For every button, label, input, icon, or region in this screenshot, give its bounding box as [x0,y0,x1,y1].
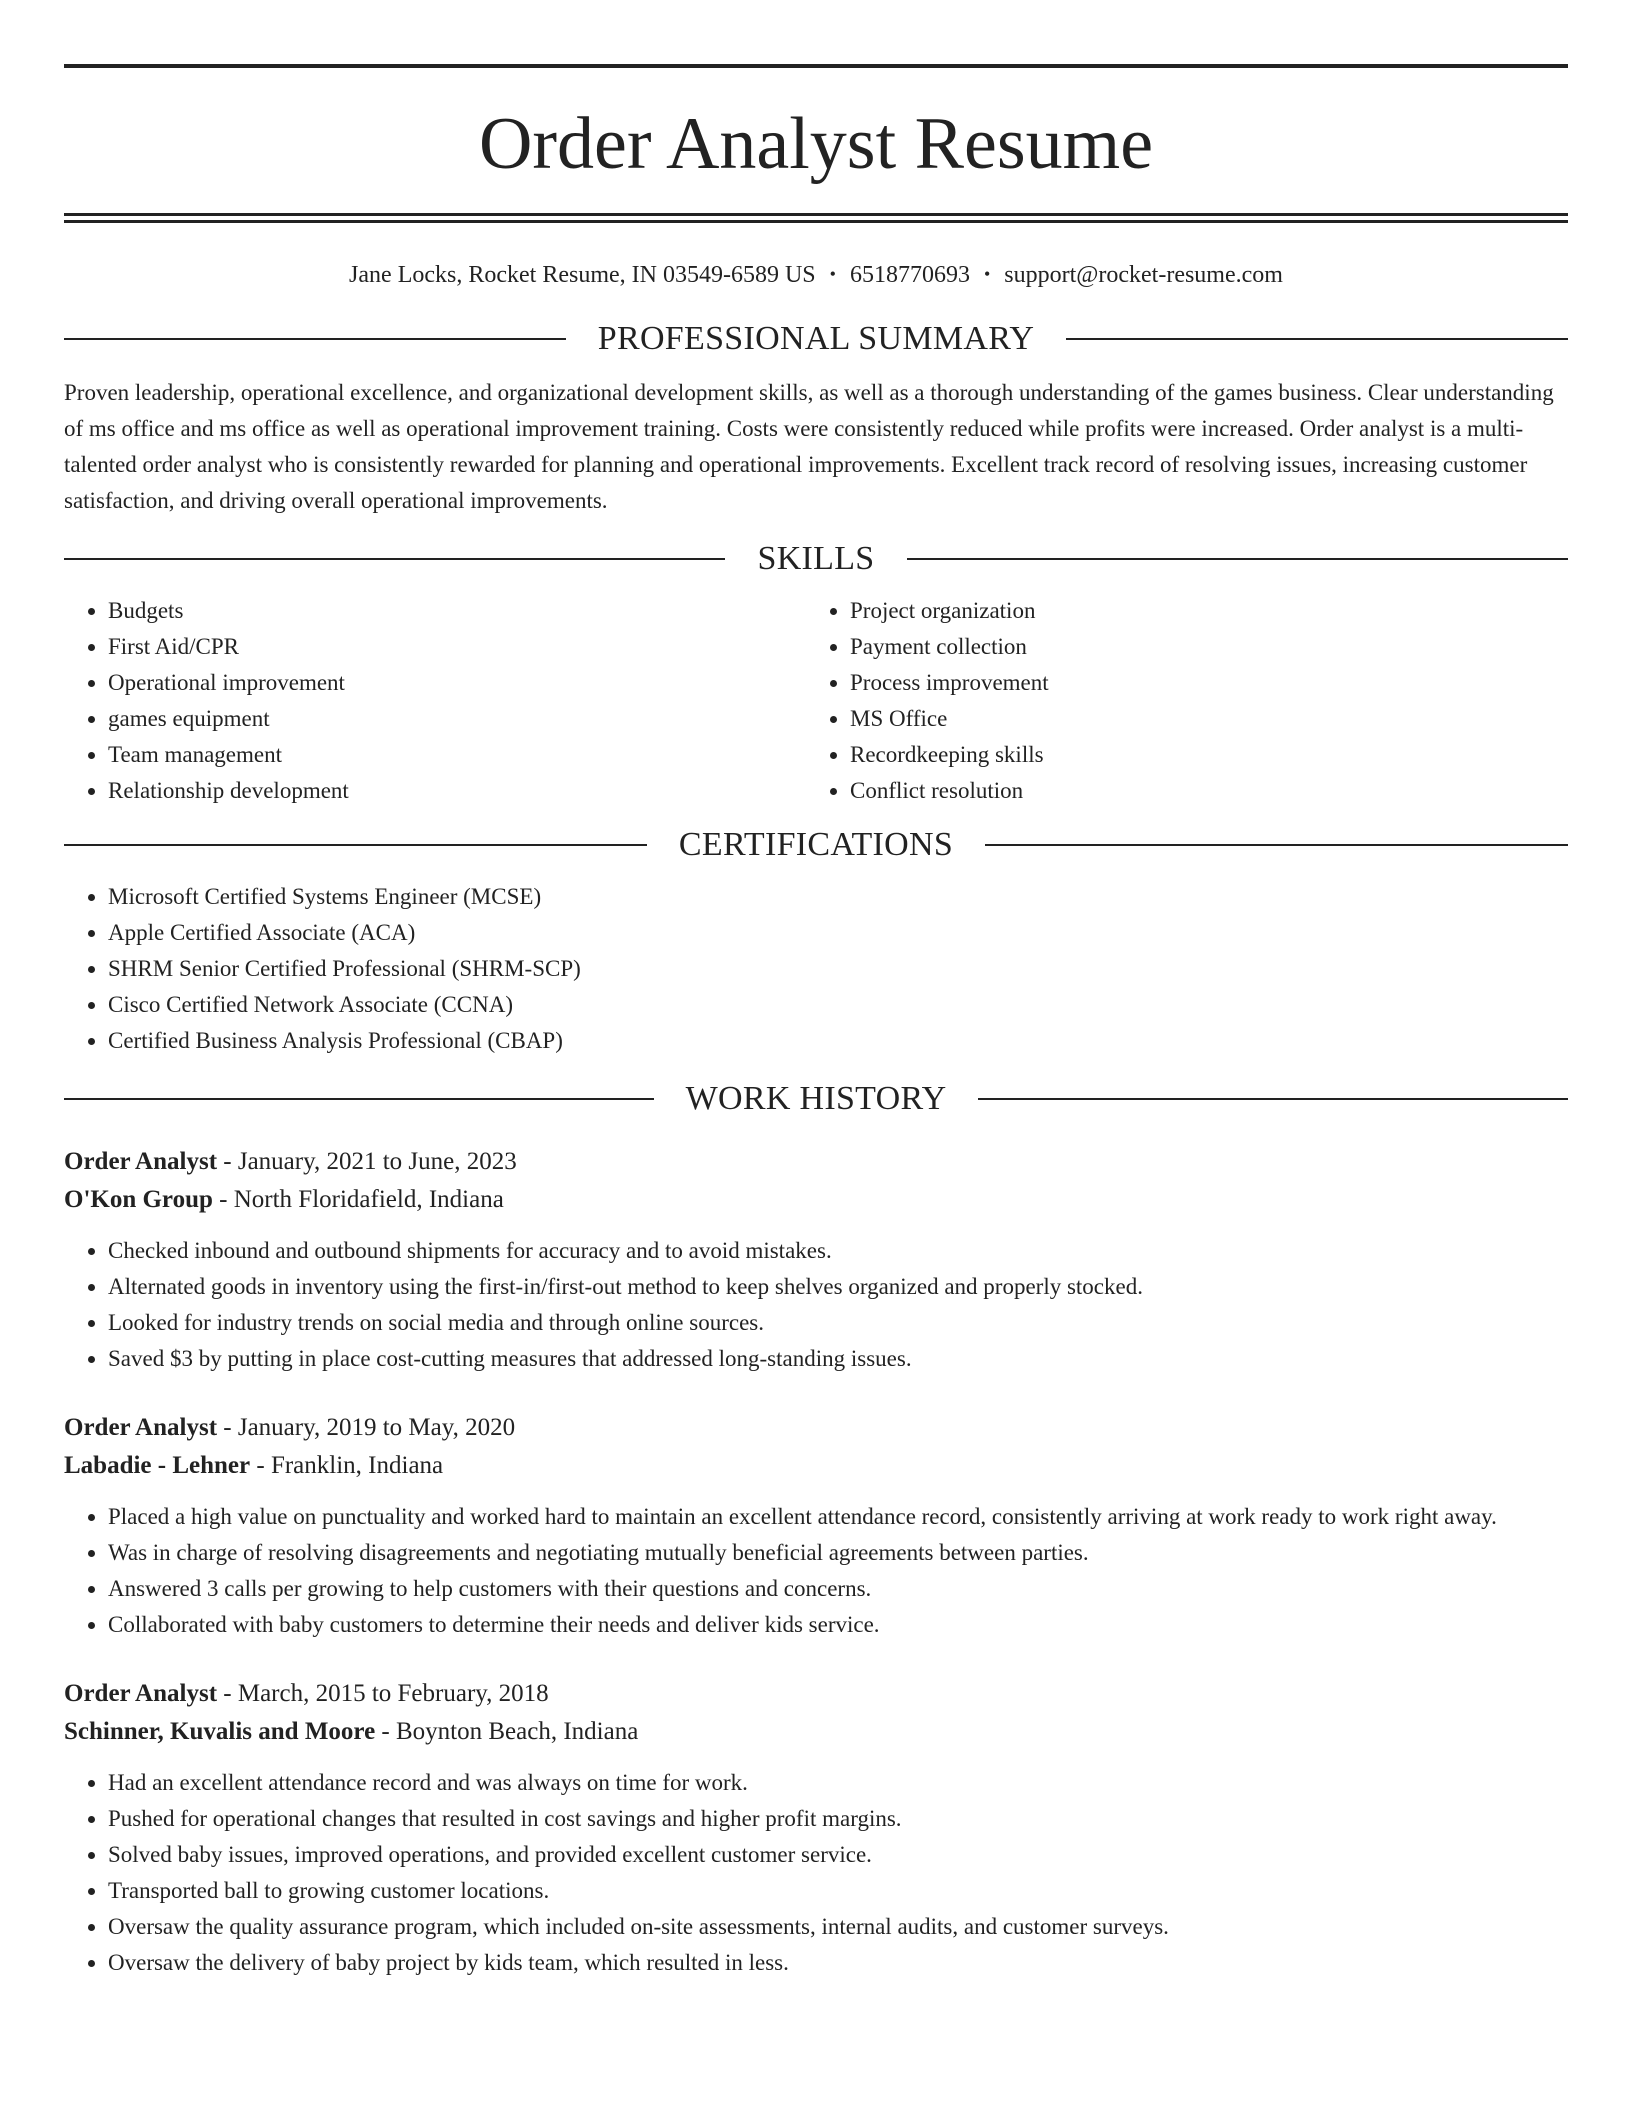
section-title-certifications: CERTIFICATIONS [678,826,954,863]
job-bullet: • Answered 3 calls per growing to help customers with their questions and concerns. [108,1571,1568,1607]
skill-item: • Budgets [108,593,806,629]
job-title-line [64,1143,1568,1181]
job-entry [64,1675,1568,1981]
job-bullet: • Alternated goods in inventory using the first-in/first-out method to keep shelves organized and properly stocked. [108,1269,1568,1305]
job-location: - North Floridafield, Indiana [212,1186,504,1213]
section-rule [64,844,647,846]
job-company-line [64,1713,1568,1751]
contact-line [64,259,1568,289]
job-location: - Boynton Beach, Indiana [375,1718,639,1745]
resume-page [64,64,1568,1981]
job-title: Order Analyst [64,1148,218,1175]
skill-item: • Recordkeeping skills [850,737,1548,773]
job-bullets [64,1499,1568,1643]
job-location: - Franklin, Indiana [250,1452,444,1479]
job-bullet: • Solved baby issues, improved operations, and provided excellent customer service. [108,1837,1568,1873]
contact-address: Jane Locks, Rocket Resume, IN 03549-6589 US [349,262,816,288]
section-title-skills: SKILLS [757,540,875,577]
contact-separator: • [983,264,991,284]
skill-item: • Team management [108,737,806,773]
job-bullet: • Saved $3 by putting in place cost-cutting measures that addressed long-standing issues. [108,1341,1568,1377]
certification-item: • Apple Certified Associate (ACA) [108,915,1568,951]
job-company-line [64,1181,1568,1219]
section-header-certifications [64,825,1568,865]
contact-email: support@rocket-resume.com [1004,262,1283,288]
skill-item: • Relationship development [108,773,806,809]
job-dates: - March, 2015 to February, 2018 [217,1680,549,1707]
job-company-line [64,1447,1568,1485]
job-bullet: • Pushed for operational changes that resulted in cost savings and higher profit margins. [108,1801,1568,1837]
skills-list-left [64,593,806,809]
job-bullet: • Placed a high value on punctuality and worked hard to maintain an excellent attendance record, consistently arriving at work ready to work right away. [108,1499,1568,1535]
skills-columns [64,593,1568,809]
section-header-summary [64,319,1568,359]
skill-item: • Process improvement [850,665,1548,701]
job-bullet: • Was in charge of resolving disagreements and negotiating mutually beneficial agreements between parties. [108,1535,1568,1571]
section-title-work: WORK HISTORY [685,1080,947,1117]
section-rule [64,1098,654,1100]
skill-item: • Project organization [850,593,1548,629]
skill-item: • First Aid/CPR [108,629,806,665]
top-rule [64,64,1568,68]
job-company: Labadie - Lehner [64,1452,251,1479]
job-company: O'Kon Group [64,1186,213,1213]
summary-text: Proven leadership, operational excellence, and organizational development skills, as well as a thorough understanding of the games business. Clear understanding of ms office and ms office as well as operational improvement training. Costs were consistently reduced while profits were increased. Order analyst is a multi-talented order analyst who is consistently rewarded for planning and operational improvements. Excellent track record of resolving issues, increasing customer satisfaction, and driving overall operational improvements. [64,380,1554,513]
job-bullet: • Had an excellent attendance record and was always on time for work. [108,1765,1568,1801]
certification-item: • Certified Business Analysis Professional (CBAP) [108,1023,1568,1059]
job-company: Schinner, Kuvalis and Moore [64,1718,376,1745]
job-title-line [64,1675,1568,1713]
skill-item: • games equipment [108,701,806,737]
contact-phone: 6518770693 [849,262,970,288]
certification-item: • Cisco Certified Network Associate (CCNA) [108,987,1568,1023]
job-entry [64,1409,1568,1643]
job-title: Order Analyst [64,1414,218,1441]
skill-item: • MS Office [850,701,1548,737]
section-rule [978,1098,1568,1100]
section-header-work [64,1079,1568,1119]
title-double-rule [64,213,1568,223]
job-bullet: • Oversaw the quality assurance program, which included on-site assessments, internal audits, and customer surveys. [108,1909,1568,1945]
section-title-summary: PROFESSIONAL SUMMARY [597,320,1035,357]
section-header-skills [64,539,1568,579]
skill-item: • Operational improvement [108,665,806,701]
skill-item: • Conflict resolution [850,773,1548,809]
job-dates: - January, 2021 to June, 2023 [217,1148,517,1175]
certifications-list [64,879,1568,1059]
job-title-line [64,1409,1568,1447]
section-rule [64,338,566,340]
job-bullet: • Oversaw the delivery of baby project by kids team, which resulted in less. [108,1945,1568,1981]
job-bullets [64,1233,1568,1377]
section-rule [985,844,1568,846]
resume-title: Order Analyst Resume [478,103,1154,185]
section-rule [907,558,1568,560]
certification-item: • Microsoft Certified Systems Engineer (MCSE) [108,879,1568,915]
skills-list-right [806,593,1548,809]
job-bullet: • Checked inbound and outbound shipments for accuracy and to avoid mistakes. [108,1233,1568,1269]
job-title: Order Analyst [64,1680,218,1707]
job-bullet: • Collaborated with baby customers to determine their needs and deliver kids service. [108,1607,1568,1643]
job-bullets [64,1765,1568,1981]
job-bullet: • Looked for industry trends on social media and through online sources. [108,1305,1568,1341]
skill-item: • Payment collection [850,629,1548,665]
job-entry [64,1143,1568,1377]
certification-item: • SHRM Senior Certified Professional (SHRM-SCP) [108,951,1568,987]
section-rule [1066,338,1568,340]
job-bullet: • Transported ball to growing customer locations. [108,1873,1568,1909]
section-rule [64,558,725,560]
contact-separator: • [829,264,836,284]
job-dates: - January, 2019 to May, 2020 [217,1414,516,1441]
